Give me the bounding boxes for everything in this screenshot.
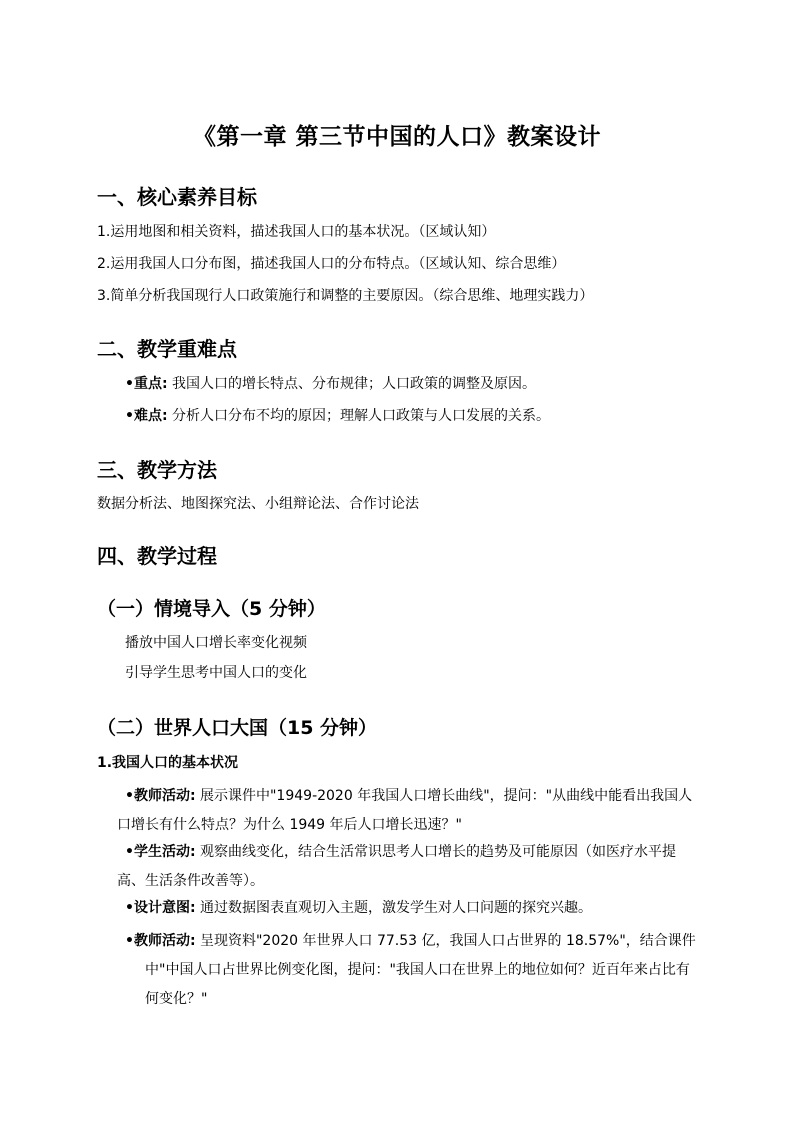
activity-text: 观察曲线变化，结合生活常识思考人口增长的趋势及可能原因（如医疗水平提高、生活条件改善等）。 xyxy=(117,844,676,889)
intro-item: 引导学生思考中国人口的变化 xyxy=(125,665,307,681)
activity-label: •教师活动: xyxy=(125,933,196,949)
activity-label: •学生活动: xyxy=(125,844,196,860)
section-heading-methods: 三、教学方法 xyxy=(97,458,217,482)
activity-label: •教师活动: xyxy=(125,788,196,804)
subsection-heading-population: （二）世界人口大国（15 分钟） xyxy=(97,717,378,739)
objective-item: 2.运用我国人口分布图，描述我国人口的分布特点。（区域认知、综合思维） xyxy=(97,256,566,272)
intro-item: 播放中国人口增长率变化视频 xyxy=(125,635,307,651)
section-heading-key-points: 二、教学重难点 xyxy=(97,337,237,361)
section-heading-objectives: 一、核心素养目标 xyxy=(97,185,257,209)
methods-text: 数据分析法、地图探究法、小组辩论法、合作讨论法 xyxy=(97,496,419,512)
difficult-point-label: •难点: xyxy=(125,408,168,424)
item-title: 1.我国人口的基本状况 xyxy=(97,755,239,771)
activity-paragraph xyxy=(125,894,705,923)
objective-item: 3.简单分析我国现行人口政策施行和调整的主要原因。（综合思维、地理实践力） xyxy=(97,288,594,304)
page-title: 《第一章 第三节中国的人口》教案设计 xyxy=(192,124,601,150)
section-heading-process: 四、教学过程 xyxy=(97,544,217,568)
key-point xyxy=(125,374,536,394)
activity-text: 通过数据图表直观切入主题，激发学生对人口问题的探究兴趣。 xyxy=(195,900,592,916)
subsection-heading-intro: （一）情境导入（5 分钟） xyxy=(97,598,326,620)
key-point-text: 我国人口的增长特点、分布规律；人口政策的调整及原因。 xyxy=(167,376,536,392)
objective-item: 1.运用地图和相关资料，描述我国人口的基本状况。（区域认知） xyxy=(97,224,496,240)
activity-paragraph xyxy=(117,838,702,896)
activity-paragraph xyxy=(117,782,702,840)
activity-text: 展示课件中"1949-2020 年我国人口增长曲线"，提问："从曲线中能看出我国人口增长有什么特点？为什么 1949 年后人口增长迅速？" xyxy=(117,788,693,833)
difficult-point xyxy=(125,406,550,426)
difficult-point-text: 分析人口分布不均的原因；理解人口政策与人口发展的关系。 xyxy=(167,408,550,424)
activity-label: •设计意图: xyxy=(125,900,196,916)
activity-paragraph xyxy=(125,927,700,1014)
activity-text: 呈现资料"2020 年世界人口 77.53 亿，我国人口占世界的 18.57%"，结合课件中"中国人口占世界比例变化图，提问："我国人口在世界上的地位如何？近百年来占比有何变化？" xyxy=(145,933,696,1007)
key-point-label: •重点: xyxy=(125,376,168,392)
